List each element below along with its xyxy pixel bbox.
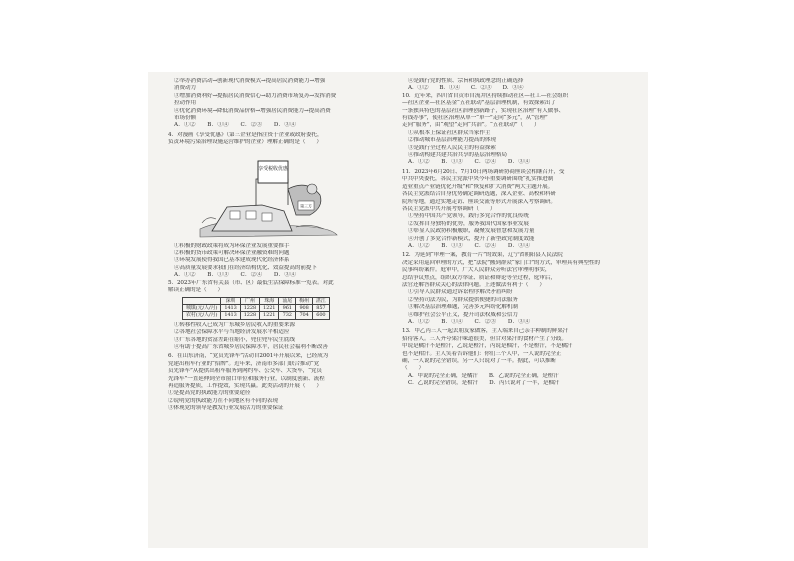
table-cell: 深圳 — [221, 297, 240, 304]
question-stem-line: 11．2023年6月20日、7月10日两场调研协商座谈会相继召开，受 — [402, 168, 565, 175]
option-line: ③彰显人民政协积极履职，凝聚发展智慧和发展力量 — [408, 228, 535, 235]
table-cell: 1228 — [240, 312, 259, 319]
question-stem-line: 负责环境污染治理设施运营维护的企业）理解正确的是（ ） — [168, 139, 322, 146]
option-line: ②推动城市基层治理能力提高的体现 — [408, 137, 496, 144]
table-cell: 961 — [279, 304, 296, 311]
question-stem-line: 解读正确的是（ ） — [168, 287, 223, 294]
question-stem-line: 各民主党派结合自身优势确定调研选题，深入企业、高校和科研 — [402, 191, 556, 198]
option-line: C．乙说的完全错误，是柑汁 D．丙只说对了一半，是柚汁 — [408, 380, 560, 387]
option-line: ③解决基层治理难题，完善多元纠纷化解机制 — [408, 304, 518, 311]
question-stem-line: 再造服务提质，工作提效，实现共赢。此类活动的开展（ ） — [168, 382, 322, 389]
question-stem-line: 法官还解答群众关心的法律问题。上述做法有利于（ ） — [402, 281, 545, 288]
table-cell: 857 — [312, 304, 329, 311]
option-line: ②各地社会保障水平与当地经济发展水平相适应 — [174, 329, 290, 336]
table-cell: 1221 — [260, 304, 279, 311]
option-line: ①转移性收入已成为广东城乡居民收入的重要来源 — [174, 321, 295, 328]
table-cell: 汕尾 — [279, 297, 296, 304]
option-line: ②坚持司法为民，为群众提供便捷的司法服务 — [408, 296, 518, 303]
question-stem-line: 5．2023年广东省有关县（市、区）最低生活保障标准一览表。对此 — [168, 279, 334, 286]
question-stem-line: （ ） — [402, 365, 424, 372]
question-stem-line: 先锋车”一直延伸到全市窗口单位和服务行业，以制度创新、流程 — [168, 375, 325, 382]
table-cell: 600 — [312, 312, 329, 319]
option-line: ④开创了多党合作新模式，提升了新型政党制度效能 — [408, 235, 535, 242]
left-column — [168, 78, 390, 413]
option-line: ②发挥自身独特的优势，服务我国代国家事业发展 — [408, 220, 529, 227]
question-stem-line: 党建出租车行业的“招牌”。近年来，济南市多部门联合推动“党 — [168, 360, 320, 367]
question-stem-line: 6．在山东济南，“党员先锋车”活动自2001年开展以来，已经成为 — [168, 353, 329, 360]
table-cell: 广州 — [240, 297, 259, 304]
option-line: ④有助于提高广东省城乡居民保障水平，居民社会福利不断改善 — [174, 343, 328, 350]
choices-q11: A．①② B．①③ C．②④ D．③④ — [408, 242, 531, 249]
question-stem-line: 招待客人。三人齐夸果汁味道很美，但甘对果汁的食材产生了分歧。 — [402, 335, 567, 342]
option-line: A．①② B．①④ C．②③ D．③④ — [408, 85, 524, 92]
question-stem-line: 也不是柑汁。主人笑着告诉他们：你们三个人中，一人说的完全正 — [402, 350, 562, 357]
option-line: ①积极的财政政策将成为环保企业发展重要推手 — [174, 242, 290, 249]
question-stem-line: 决定采用巡回审理的方式，把“法院”搬到群众“家门口”的方式，审理具有典型性的 — [402, 259, 600, 266]
table-cell: 农村(元/人/月) — [183, 312, 221, 319]
table-cell: 1413 — [221, 304, 240, 311]
question-stem-line: 员先锋车”从提供出租车服务到网约车、公交车、大货车，“党员 — [168, 368, 322, 375]
question-stem-line: 走向“服务”，由“观望”走向“共治”。“五社联动”（ ） — [402, 122, 540, 129]
option-line: ③环境发展使得我国已基本建成现代化经济体系 — [174, 257, 290, 264]
choices-q4: A．①② B．①③ C．②④ D．③④ — [174, 272, 297, 279]
choices-prev: A．①② B．①④ C．②③ D．③④ — [174, 122, 297, 129]
option-line: ③是践行全过程人民民主的有益探索 — [408, 144, 496, 151]
question-stem-line: ①是提高党的执政能力的重要途径 — [168, 390, 251, 397]
question-stem-line: 总结争议焦点，组织双方举证、质证和辩论等全过程，庭审后， — [402, 274, 556, 281]
option-line: ④推动构建共建共治共享的基层治理格局 — [408, 152, 507, 159]
question-stem-line: 4．对漫画《享受优惠》（第三企业是指注资于企业或政府委托， — [168, 131, 323, 138]
table-cell: 珠海 — [260, 297, 279, 304]
cartoon-enjoy-discount — [192, 149, 342, 241]
choices-q12: A．①② B．①④ C．②③ D．③④ — [408, 319, 531, 325]
cartoon-box-text: 第三方 — [300, 203, 312, 209]
option-line: ④是践行党的性质、宗旨和执政理念的正确选择 — [408, 78, 524, 84]
option-line: ④维护社会公平正义，提升司法权威和公信力 — [408, 311, 518, 318]
question-stem-line: 确，一人说的完全错误，另一人只说对了一半。据此，可以推断 — [402, 358, 556, 365]
option-line: ④高质量发展要求我们在经济结构优化、效益提高的前提下 — [174, 264, 317, 271]
table-cell: 梅州 — [296, 297, 313, 304]
table-cell — [183, 297, 221, 304]
cartoon-illustration — [192, 149, 342, 241]
table-cell: 908 — [296, 304, 313, 311]
question-stem-line: ③体现党的领导是教发行业发展活力的重要保证 — [168, 405, 284, 412]
table-cell: 1413 — [221, 312, 240, 319]
question-stem-line: ②说明党的执政能力在不同地区有不同的表现 — [168, 397, 278, 404]
option-line: ③广东各地的贫富差距在缩小，兜住兜牢民生底线 — [174, 336, 295, 343]
option-line: ①引导人民群众通过诉讼程序解决矛盾纠纷 — [408, 289, 513, 296]
option-line: 拉动作用 — [174, 100, 196, 107]
question-stem-line: 民事纠纷案件。庭审中，广大人民群众旁听法官审理明事实， — [402, 267, 551, 274]
question-stem-line: 12．为延到“审理一案，教育一片”的效果，辽宁省朝阳县人民法院 — [402, 252, 563, 259]
question-stem-line: 一条独具特色的基层社区治理创新路子，实现社区治理“有人做事、 — [402, 107, 565, 114]
question-stem-line: —社区企业—社区基金“五社联动”基层治理机制，有效探索出了 — [402, 100, 556, 107]
cartoon-sign-text: 享受税收优惠 — [258, 165, 288, 172]
option-line: A．甲说的完全正确，是橘汁 B．乙说的完全正确，是橙汁 — [408, 372, 559, 379]
question-stem-line: 13．甲乙丙三人一起去朋友家做客，主人端来自己亲手种制的鲜果汁 — [402, 328, 569, 335]
option-line: ①坚持中国共产党领导，践行多党合作的优良传统 — [408, 213, 529, 220]
min-living-table — [182, 297, 330, 320]
option-line: ②举办消费活动→创新现代消费模式→提高居民消费能力→增强 — [174, 78, 326, 84]
table-cell: 1221 — [260, 312, 279, 319]
option-line: 消费动力 — [174, 85, 196, 92]
option-line: 市场份额 — [174, 115, 196, 122]
table-cell: 704 — [296, 312, 313, 319]
option-line: ②积极的货币政策可解决环保企业融资难的问题 — [174, 250, 290, 257]
question-stem-line: 有钱办事”，使社区治理从单一“单一”走向“多元”，从“管理” — [402, 115, 548, 122]
option-line: ③增加消费利好→提振居民消费信心→助力消费市场复苏→发挥消费 — [174, 92, 337, 99]
option-line: ④优化消费环境→降低消费品价格→增强居民消费能力→提高消费 — [174, 107, 331, 114]
question-stem-line: 各民主党派中共开展考察调研（ ） — [402, 205, 496, 212]
question-stem-line: 造业重点产业链优化升级”和“恢复和扩大消费”两大主题开展。 — [402, 183, 554, 190]
question-stem-line: 中共中央委托，各民主党派中央今年重要调研围绕“扎实推进制 — [402, 176, 554, 183]
table-cell: 湛江 — [312, 297, 329, 304]
table-cell: 1228 — [240, 304, 259, 311]
option-line: ①从根本上保证社区群众当家作主 — [408, 129, 491, 136]
table-cell: 城镇(元/人/月) — [183, 304, 221, 311]
choices-q10: A．①② B．①③ C．②④ D．③④ — [408, 159, 531, 166]
right-column — [402, 78, 640, 388]
exam-sheet — [148, 72, 648, 548]
table-cell: 732 — [279, 312, 296, 319]
question-stem-line: 院所等地，通过实地走访、座谈交流等形式开展深入考察调研。 — [402, 198, 556, 205]
question-stem-line: 10．近年来，四川省自贡市自流井区持续推动社区—社工—社会组织 — [402, 92, 569, 99]
question-stem-line: 甲说是橘汁不是橙汁，乙说是橙汁，丙说是柚汁，不是橙汁，不是橘汁 — [402, 343, 573, 350]
